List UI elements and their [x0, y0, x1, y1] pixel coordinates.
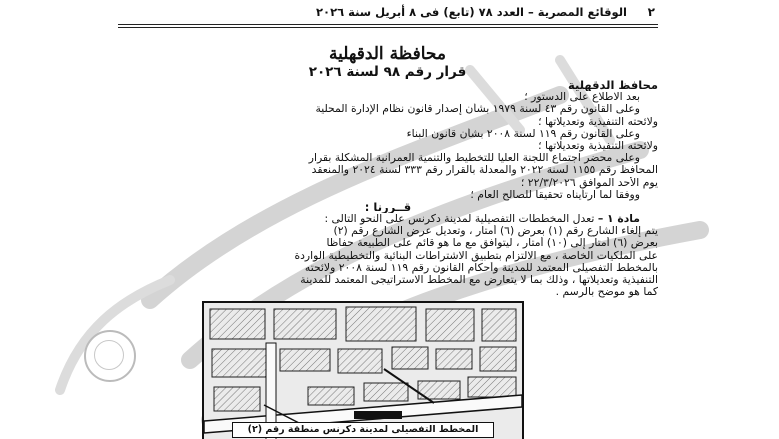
- preamble-line: ولائحته التنفيذية وتعديلاتها ؛: [538, 139, 658, 152]
- article-line: التنفيذية وتعديلاتها ، وذلك بما لا يتعارض مع المخطط الاستراتيجى المعتمد للمدينة: [300, 274, 658, 286]
- preamble-line: وعلى محضر اجتماع اللجنة العليا للتخطيط والتنمية العمرانية المشكلة بقرار: [308, 152, 640, 165]
- preamble-line: ووفقا لما ارتأيناه تحقيقا للصالح العام ؛: [470, 188, 640, 201]
- header-rule: [118, 24, 658, 25]
- map-caption: المخطط التفصيلى لمدينة دكرنس منطقة رقم (٢): [232, 422, 494, 438]
- article-line: بالمخطط التفصيلى المعتمد للمدينة وأحكام القانون رقم ١١٩ لسنة ٢٠٠٨ ولائحته: [304, 261, 658, 274]
- preamble-line: ولائحته التنفيذية وتعديلاتها ؛: [538, 115, 658, 128]
- preamble-line: المحافظ رقم ١١٥٥ لسنة ٢٠٢٢ والمعدلة بالقرار رقم ٣٣٣ لسنة ٢٠٢٤ والمنعقد: [311, 164, 658, 177]
- official-seal: [84, 330, 136, 382]
- page-header: [120, 5, 655, 21]
- preamble-line: يوم الأحد الموافق ٢٢/٣/٢٠٢٦ ؛: [520, 176, 658, 189]
- decree-title: قرار رقم ٩٨ لسنة ٢٠٢٦: [308, 64, 467, 80]
- preamble-line: بعد الاطلاع على الدستور ؛: [524, 91, 640, 104]
- issuer: محافظ الدقهلية: [568, 79, 658, 92]
- article-line: على الملكيات الخاصة ، مع الالتزام بتطبيق الاشتراطات البنائية والتخطيطية الواردة: [294, 249, 658, 262]
- article-line: كما هو موضح بالرسم .: [555, 286, 658, 299]
- article-text: تعدل المخططات التفصيلية لمدينة دكرنس على النحو التالى :: [324, 213, 595, 226]
- article-line: [118, 213, 658, 225]
- preamble-line: وعلى القانون رقم ١١٩ لسنة ٢٠٠٨ بشأن قانون البناء: [406, 127, 640, 140]
- article-label: مادة ١ –: [597, 213, 640, 226]
- preamble-line: وعلى القانون رقم ٤٣ لسنة ١٩٧٩ بشأن إصدار قانون نظام الإدارة المحلية: [315, 103, 640, 116]
- decided-heading: قــررنا :: [364, 200, 412, 214]
- governorate-title: محافظة الدقهلية: [328, 44, 447, 64]
- site-plan-map: [202, 301, 524, 439]
- header-rule-secondary: [118, 27, 658, 28]
- page-number: ٢: [647, 5, 655, 19]
- article-line: بعرض (٦) أمتار إلى (١٠) أمتار ، ليتوافق مع ما هو قائم على الطبيعة حفاظا: [326, 237, 658, 250]
- article-line: يتم إلغاء الشارع رقم (١) بعرض (٦) أمتار ، وتعديل عرض الشارع رقم (٢): [333, 225, 658, 238]
- decree-body: [118, 79, 658, 298]
- site-plan-drawing: [204, 303, 522, 439]
- running-title: الوقائع المصرية – العدد ٧٨ (تابع) فى ٨ أبريل سنة ٢٠٢٦: [316, 5, 627, 19]
